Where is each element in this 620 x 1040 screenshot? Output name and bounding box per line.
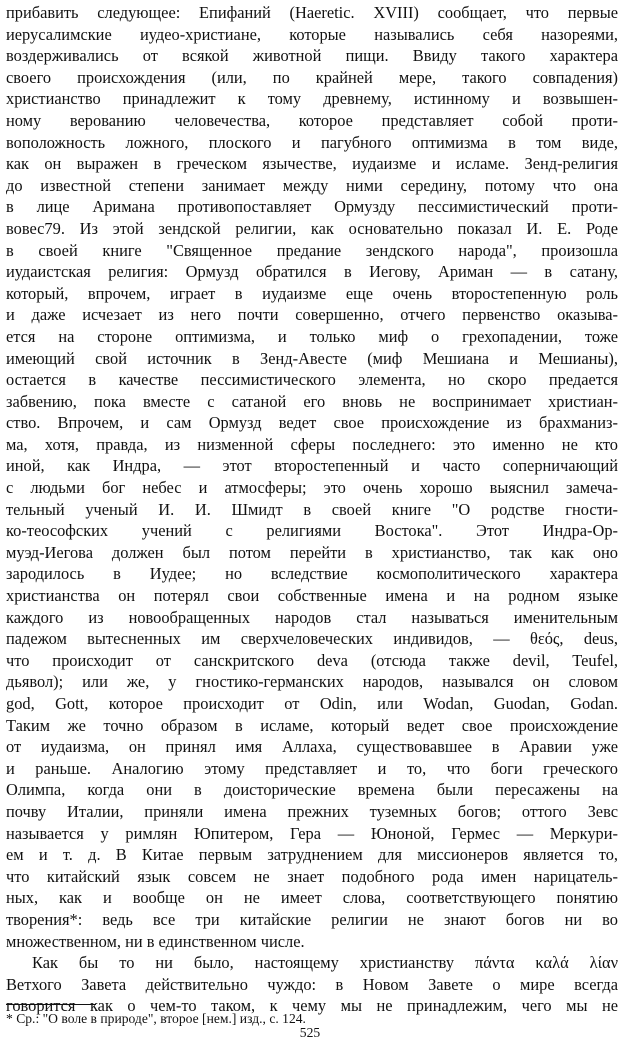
text-line: муэд-Иегова должен был потом перейти в христианство, так как оно (6, 542, 618, 562)
text-line: до известной степени занимает между ними середину, потому что она (6, 175, 618, 195)
text-line: христианство принадлежит к тому древнему, истинному и возвышен- (6, 89, 618, 109)
text-line: своего происхождения (или, по крайней мере, такого совпадения) (6, 67, 618, 87)
text-line: прибавить следующее: Епифаний (Haeretic. XVIII) сообщает, что первые (6, 3, 618, 22)
text-line: и раньше. Аналогию этому представляет и то, что боги греческого (6, 758, 618, 778)
text-line: христианства он потерял свои собственные имена и на родном языке (6, 586, 618, 606)
text-line: Ветхого Завета действительно чуждо: в Новом Завете о мире всегда (6, 974, 618, 994)
text-line: Таким же точно образом в исламе, который ведет свое происхождение (6, 715, 618, 735)
text-line: падежом вытесненных им сверхчеловеческих индивидов, — θεός, deus, (6, 629, 618, 649)
text-line: что китайский язык совсем не знает подобного рода имен нарицатель- (6, 866, 618, 886)
text-line: воздерживались от всякой животной пищи. Ввиду такого характера (6, 46, 618, 66)
text-line: god, Gott, которое происходит от Odin, или Wodan, Guodan, Godan. (6, 694, 618, 713)
text-line: в лице Аримана противопоставляет Ормузду пессимистический проти- (6, 197, 618, 217)
text-line: ство. Впрочем, и сам Ормузд ведет свое происхождение из брахманиз- (6, 413, 618, 433)
text-line: говорится как о чем-то таком, к чему мы не принадлежим, чего мы не (6, 996, 618, 1016)
text-line: остается в качестве пессимистического элемента, но скоро предается (6, 370, 618, 390)
text-line: ному верованию человечества, которое представляет собой проти- (6, 110, 618, 130)
text-line: что происходит от санскритского deva (отсюда также devil, Teufel, (6, 650, 618, 670)
text-line: ем и т. д. В Китае первым затруднением для миссионеров является то, (6, 845, 618, 865)
text-line: ко-теософских учений с религиями Востока". Этот Индра-Ор- (6, 521, 618, 541)
text-line: дьявол); или же, у гностико-германских народов, назывался он словом (6, 672, 618, 692)
text-line: воположность ложного, плоского и пагубного оптимизма в том виде, (6, 132, 618, 152)
footnote-divider (6, 1004, 96, 1005)
paragraph-end-line: множественном, ни в единственном числе. (6, 931, 305, 951)
paragraph-start-line: Как бы то ни было, настоящему христианству πάντα καλά λίαν (32, 953, 618, 973)
text-line: и даже исчезает из него почти совершенно, отчего первенство оказыва- (6, 305, 618, 325)
text-line: с людьми бог небес и атмосферы; это очень хорошо выяснил замеча- (6, 478, 618, 498)
text-line: иудаистская религия: Ормузд обратился в Иегову, Ариман — в сатану, (6, 262, 618, 282)
text-line: называется у римлян Юпитером, Гера — Юноной, Гермес — Меркури- (6, 823, 618, 843)
text-line: иной, как Индра, — этот второстепенный и часто соперничающий (6, 456, 618, 476)
text-line: от иудаизма, он принял имя Аллаха, существовавшее в Аравии уже (6, 737, 618, 757)
text-line: в своей книге "Священное предание зендского народа", произошла (6, 240, 618, 260)
text-line: зародилось в Иудее; но вследствие космополитического характера (6, 564, 618, 584)
text-line: имеющий свой источник в Зенд-Авесте (миф Мешиана и Мешианы), (6, 348, 618, 368)
main-text (6, 2, 618, 1017)
text-line: вовес79. Из этой зендской религии, как основательно показал И. Е. Роде (6, 218, 618, 238)
text-line: почву Италии, приняли имена прежних туземных богов; оттого Зевс (6, 801, 618, 821)
text-line: творения*: ведь все три китайские религии не знают богов ни во (6, 909, 618, 929)
text-line: забвению, пока вместе с сатаной его вновь не воспринимает христиан- (6, 391, 618, 411)
text-line: иерусалимские иудео-христиане, которые назывались себя назореями, (6, 24, 618, 44)
text-line: ется на стороне оптимизма, и только миф о грехопадении, тоже (6, 326, 618, 346)
page-number: 525 (299, 1025, 321, 1040)
footnote: * Ср.: "О воле в природе", второе [нем.] изд., с. 124. (6, 1011, 306, 1026)
text-line: ма, хотя, правда, из низменной сферы последнего: это именно не кто (6, 434, 618, 454)
text-line: как он выражен в греческом язычестве, иудаизме и исламе. Зенд-религия (6, 154, 618, 174)
text-line: ных, как и вообще он не имеет слова, соответствующего понятию (6, 888, 618, 908)
text-line: тельный ученый И. И. Шмидт в своей книге "О родстве гности- (6, 499, 618, 519)
text-line: каждого из новообращенных народов стал называться именительным (6, 607, 618, 627)
text-line: который, впрочем, играет в иудаизме еще очень второстепенную роль (6, 283, 618, 303)
text-line: Олимпа, когда они в доисторические времена были пересажены на (6, 780, 618, 800)
